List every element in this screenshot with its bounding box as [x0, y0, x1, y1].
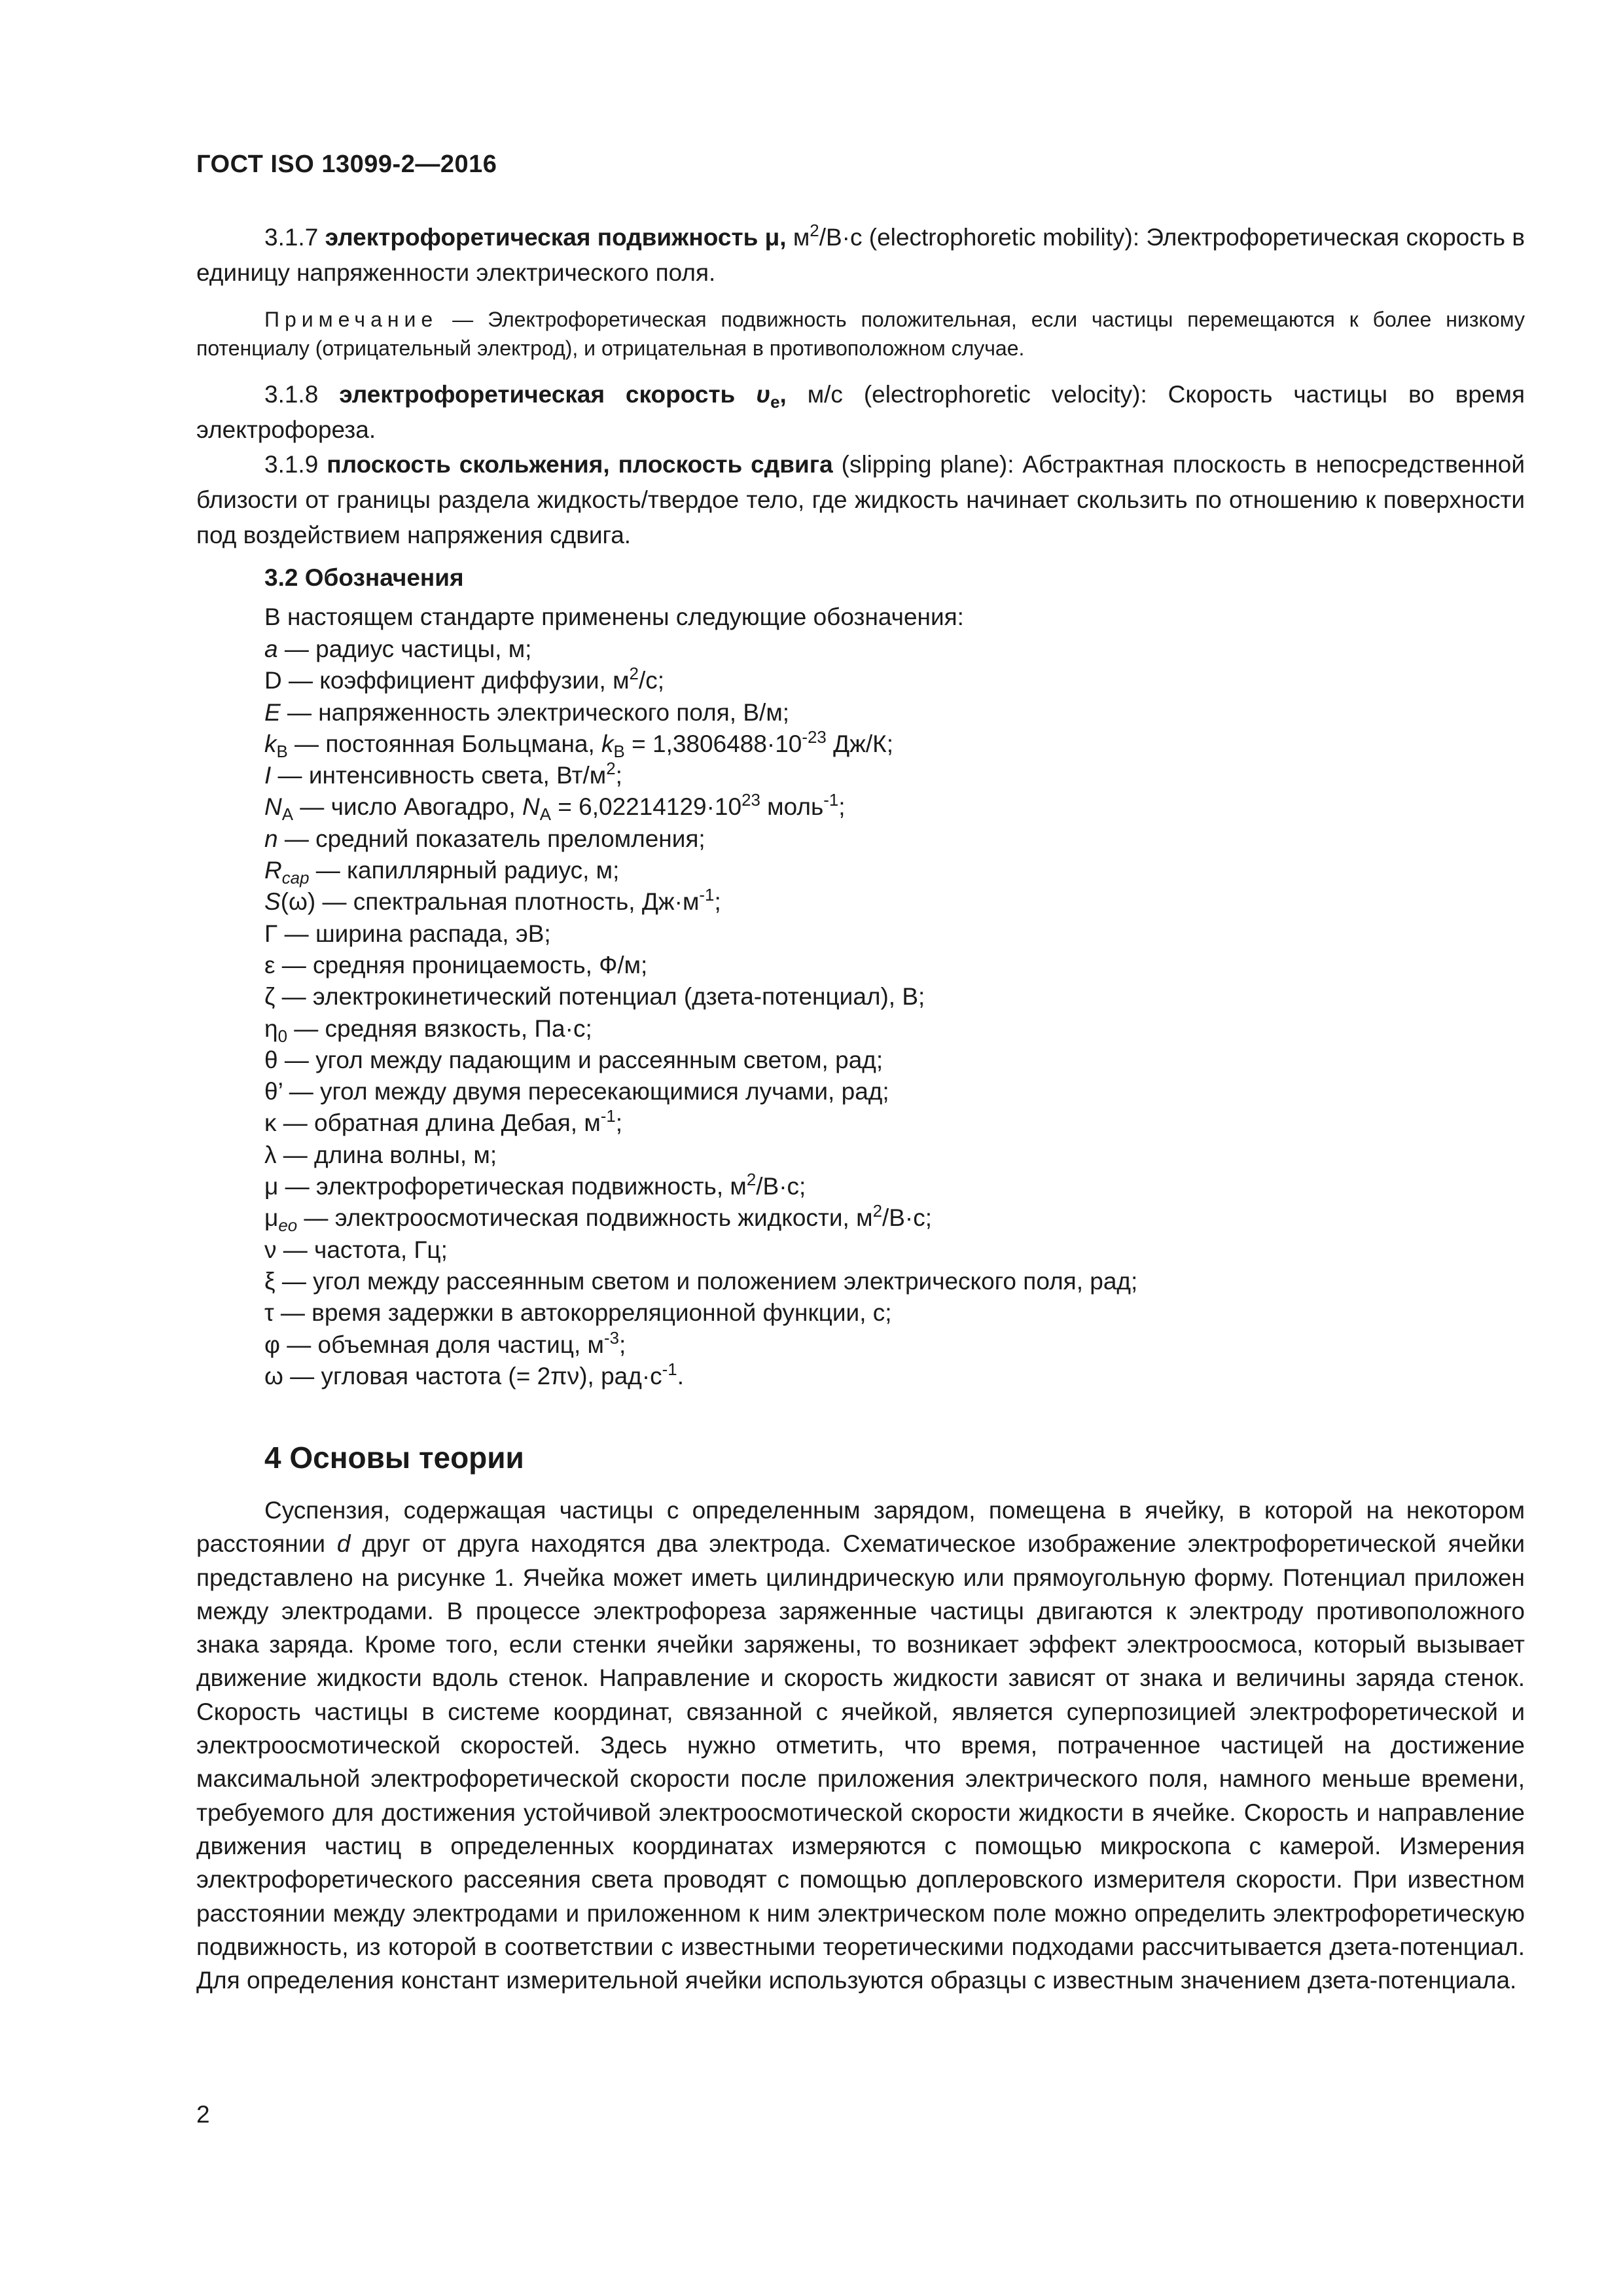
section-4-paragraph: Суспензия, содержащая частицы с определенным зарядом, помещена в ячейку, в которой на некотором расстоянии d друг от друга находятся два электрода. Схематическое изображение электрофоретической ячейки представлено на рисунке 1. Ячейка может иметь цилиндрическую или прямоугольную форму. Потенциал приложен между электродами. В процессе электрофореза заряженные частицы двигаются к электроду противоположного знака заряда. Кроме того, если стенки ячейки заряжены, то возникает эффект электроосмоса, который вызывает движение жидкости вдоль стенок. Направление и скорость жидкости зависят от знака и величины заряда стенок. Скорость частицы в системе координат, связанной с ячейкой, является суперпозицией электрофоретической и электроосмотической скоростей. Здесь нужно отметить, что время, потраченное частицей на достижение максимальной электрофоретической скорости после приложения электрического поля, намного меньше времени, требуемого для достижения устойчивой электроосмотической скорости жидкости в ячейке. Скорость и направление движения частиц в определенных координатах измеряются с помощью микроскопа с камерой. Измерения электрофоретического рассеяния света проводят с помощью доплеровского измерителя скорости. При известном расстоянии между электродами и приложенном к ним электрическом поле можно определить электрофоретическую подвижность, из которой в соответствии с известными теоретическими подходами рассчитывается дзета-потенциал. Для определения констант измерительной ячейки используются образцы с известным значением дзета-потенциала. [196, 1497, 1525, 1994]
symbol: I [264, 762, 272, 789]
symbol-item [264, 1266, 1137, 1297]
symbol-description: — электрокинетический потенциал (дзета-потенциал), В; [275, 983, 925, 1011]
symbol-description: — обратная длина Дебая, м [276, 1109, 601, 1137]
symbol: μ [264, 1173, 279, 1200]
symbol-description: — постоянная Больцмана, [287, 730, 602, 757]
symbol-description: — частота, Гц; [276, 1236, 448, 1263]
symbol: θ’ [264, 1078, 283, 1105]
symbol: τ [264, 1299, 274, 1327]
symbol: ε [264, 951, 276, 978]
symbol: Γ [264, 920, 278, 947]
symbol-item [264, 1234, 1137, 1266]
note-label: Примечание [264, 308, 438, 331]
document-header: ГОСТ ISO 13099-2—2016 [196, 151, 497, 178]
symbol-description: — средняя проницаемость, Ф/м; [275, 951, 648, 978]
symbol-description: — коэффициент диффузии, м [281, 667, 630, 694]
symbol: S [264, 888, 281, 916]
symbol-description: — длина волны, м; [276, 1141, 497, 1168]
term-3-1-9: 3.1.9 плоскость скольжения, плоскость сдвига (slipping plane): Абстрактная плоскость в непосредственной близости от границы раздела жидкость/твердое тело, где жидкость начинает скользить по отношению к поверхности под воздействием напряжения сдвига. [196, 451, 1525, 548]
document-page [196, 0, 1525, 2296]
symbol-description: — угол между двумя пересекающимися лучами, рад; [282, 1078, 889, 1105]
symbol: μ [264, 1204, 279, 1232]
term-name: плоскость скольжения, плоскость сдвига [327, 451, 833, 478]
symbol-description: — электроосмотическая подвижность жидкости, м [297, 1204, 873, 1232]
symbol-description: — средняя вязкость, Па·с; [287, 1014, 592, 1042]
symbol: D [264, 667, 282, 694]
symbol-item: $k_B$ — постоянная Больцмана, $k_B = 1,3806488\cdot 10^{-23}$ Дж/К; [264, 728, 893, 761]
symbol-description: — число Авогадро, [293, 793, 522, 821]
symbol-description: — угол между падающим и рассеянным светом, рад; [277, 1046, 883, 1073]
symbol-description: — интенсивность света, Вт/м [271, 762, 607, 789]
symbol: ξ [264, 1267, 276, 1295]
symbol-description: — объемная доля частиц, м [280, 1331, 604, 1358]
symbol-description: — время задержки в автокорреляционной функции, с; [274, 1299, 892, 1327]
symbol-description: — спектральная плотность, Дж·м [315, 888, 700, 916]
symbol-item: $\mu_{eo}$ — электроосмотическая подвижность жидкости, $м^2/В\cdot с$; [264, 1202, 933, 1236]
symbol-item [264, 981, 1137, 1013]
symbol-item [264, 1139, 1137, 1171]
symbol-description: — капиллярный радиус, м; [309, 857, 620, 884]
symbol: k [264, 730, 277, 757]
symbol-item: $N_A$ — число Авогадро, $N_A = 6,02214129\cdot 10^{23}$ моль$^{-1}$; [264, 791, 846, 825]
symbols-list [264, 634, 1137, 1392]
symbol: n [264, 825, 278, 852]
symbol: R [264, 857, 282, 884]
term-definition: м/с (electrophoretic velocity): Скорость частицы во время электрофореза. [196, 381, 1525, 443]
symbol-item [264, 1076, 1137, 1107]
symbol-description: — угловая частота (= 2πν), рад·с [283, 1362, 662, 1390]
symbol-item [264, 823, 1137, 855]
symbol: ν [264, 1236, 277, 1263]
page-number: 2 [196, 2101, 210, 2128]
symbol-item: I — интенсивность света, $Вт/м^2$; [264, 759, 622, 789]
symbol: E [264, 698, 281, 726]
symbol-item: ω — угловая частота (= 2πν), $рад\cdot с^{-1}$. [264, 1360, 684, 1390]
symbol-description: — напряженность электрического поля, В/м; [280, 698, 790, 726]
symbol: θ [264, 1046, 278, 1073]
symbol: η [264, 1014, 278, 1042]
note-text: — Электрофоретическая подвижность положительная, если частицы перемещаются к более низкому потенциалу (отрицательный электрод), и отрицательная в противоположном случае. [196, 308, 1525, 360]
term-number: 3.1.7 [264, 224, 325, 251]
symbol: ζ [264, 983, 276, 1011]
symbol: N [264, 793, 282, 821]
symbol-item [264, 1297, 1137, 1329]
symbol: φ [264, 1331, 280, 1358]
symbol-item: κ — обратная длина Дебая, $м^{-1}$; [264, 1107, 623, 1137]
symbol-item: S(ω) — спектральная плотность, $Дж\cdot м^{-1}$; [264, 886, 721, 916]
note [196, 305, 1525, 363]
symbol-description: — ширина распада, эВ; [277, 920, 551, 947]
term-3-1-7: 3.1.7 электрофоретическая подвижность μ, $м^2/В\cdot с$ (electrophoretic mobility): Электрофоретическая скорость в единицу напряженности электрического поля. [196, 221, 1525, 286]
symbol-item [264, 1045, 1137, 1076]
symbol: κ [264, 1109, 277, 1137]
symbol-item: μ — электрофоретическая подвижность, $м^2/В\cdot с$; [264, 1170, 806, 1200]
symbol-item [264, 950, 1137, 981]
symbol-item: D — коэффициент диффузии, $м^2/с$; [264, 665, 664, 694]
symbol-description: — электрофоретическая подвижность, м [278, 1173, 747, 1200]
symbol: ω [264, 1362, 283, 1390]
symbol-description: — угол между рассеянным светом и положением электрического поля, рад; [275, 1267, 1138, 1295]
term-3-1-8: 3.1.8 электрофоретическая скорость $\upsilon_e$, м/с (electrophoretic velocity): Скорость частицы во время электрофореза. [196, 381, 1525, 443]
symbol: λ [264, 1141, 277, 1168]
symbols-intro: В настоящем стандарте применены следующие обозначения: [264, 603, 964, 630]
term-name: электрофоретическая скорость $\upsilon_e$, [339, 381, 787, 412]
symbol-description: — средний показатель преломления; [277, 825, 705, 852]
term-definition: (electrophoretic mobility): Электрофоретическая скорость в единицу напряженности электрического поля. [196, 224, 1525, 286]
symbol-item [264, 918, 1137, 950]
symbol-item [264, 634, 1137, 665]
symbol-description: — радиус частицы, м; [277, 636, 532, 662]
symbol-item [264, 697, 1137, 728]
symbol-item: $R_{cap}$ — капиллярный радиус, м; [264, 857, 620, 888]
section-3-2-title: 3.2 Обозначения [264, 564, 464, 591]
symbol-item: $\eta_0$ — средняя вязкость, Па·с; [264, 1014, 592, 1046]
term-name: электрофоретическая подвижность μ, [325, 224, 787, 251]
term-definition: (slipping plane): Абстрактная плоскость в непосредственной близости от границы раздела жидкость/твердое тело, где жидкость начинает скользить по отношению к поверхности под воздействием напряжения сдвига. [196, 451, 1525, 548]
symbol: a [264, 636, 278, 662]
symbol-item: φ — объемная доля частиц, $м^{-3}$; [264, 1329, 626, 1358]
section-4-title: 4 Основы теории [264, 1441, 524, 1475]
